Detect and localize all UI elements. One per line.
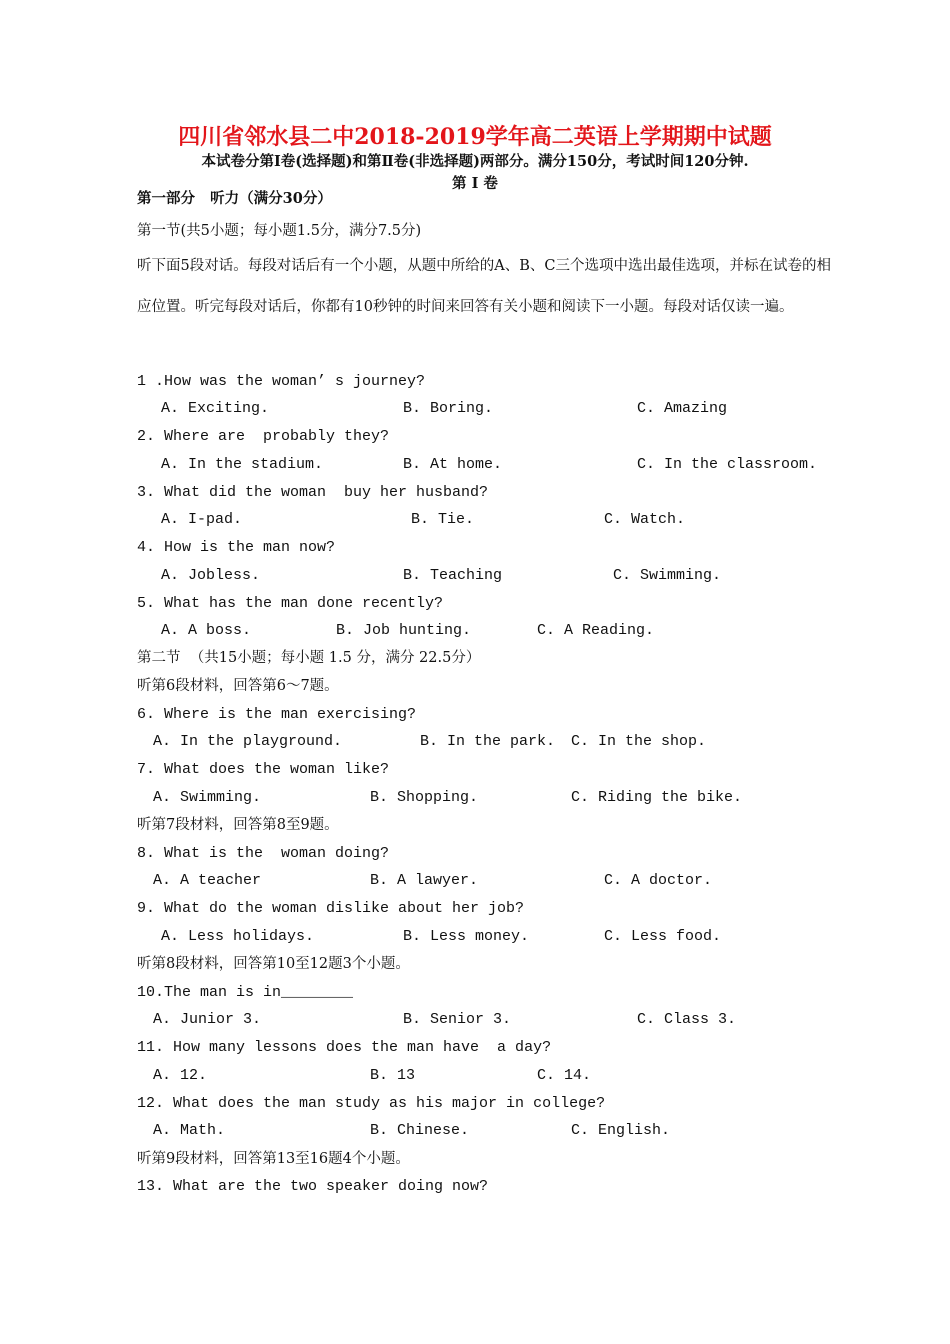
material-9-note: 听第9段材料，回答第13至16题4个小题。 (137, 1151, 410, 1167)
option-12b: B. Chinese. (370, 1122, 470, 1139)
option-10a: A. Junior 3. (153, 1011, 262, 1028)
option-11a: A. 12. (153, 1067, 208, 1084)
question-5: 5. What has the man done recently? (137, 595, 444, 612)
option-6a: A. In the playground. (153, 733, 343, 750)
exam-subtitle: 本试卷分第Ⅰ卷(选择题)和第Ⅱ卷(非选择题)两部分。满分150分，考试时间120分钟. (201, 153, 749, 170)
option-5c: C. A Reading. (537, 622, 655, 639)
question-1: 1 .How was the woman’ s journey? (137, 373, 426, 390)
question-6: 6. Where is the man exercising? (137, 706, 417, 723)
option-12a: A. Math. (153, 1122, 226, 1139)
option-1b: B. Boring. (403, 400, 494, 417)
option-11b: B. 13 (370, 1067, 416, 1084)
option-4b: B. Teaching (403, 567, 503, 584)
option-8a: A. A teacher (153, 872, 262, 889)
page-title: 四川省邻水县二中2018-2019学年高二英语上学期期中试题 (178, 124, 772, 150)
section1-instructions: 听下面5段对话。每段对话后有一个小题，从题中所给的A、B、C三个选项中选出最佳选项，并标在试卷的相应位置。听完每段对话后，你都有10秒钟的时间来回答有关小题和阅读下一小题。每段对话仅读一遍。 (137, 258, 831, 315)
question-8: 8. What is the woman doing? (137, 845, 390, 862)
question-10: 10.The man is in________ (137, 984, 354, 1001)
option-5a: A. A boss. (161, 622, 252, 639)
material-7-note: 听第7段材料，回答第8至9题。 (137, 817, 339, 833)
option-2b: B. At home. (403, 456, 503, 473)
option-7c: C. Riding the bike. (571, 789, 743, 806)
option-7b: B. Shopping. (370, 789, 479, 806)
option-2a: A. In the stadium. (161, 456, 324, 473)
question-11: 11. How many lessons does the man have a day? (137, 1039, 552, 1056)
option-3c: C. Watch. (604, 511, 686, 528)
option-12c: C. English. (571, 1122, 671, 1139)
question-12: 12. What does the man study as his major in college? (137, 1095, 606, 1112)
option-1c: C. Amazing (637, 400, 728, 417)
volume-heading: 第 Ⅰ 卷 (452, 175, 498, 192)
part1-heading: 第一部分 听力（满分30分） (137, 190, 332, 207)
option-8b: B. A lawyer. (370, 872, 479, 889)
option-3a: A. I-pad. (161, 511, 243, 528)
question-7: 7. What does the woman like? (137, 761, 390, 778)
question-9: 9. What do the woman dislike about her job? (137, 900, 525, 917)
option-9a: A. Less holidays. (161, 928, 315, 945)
option-6c: C. In the shop. (571, 733, 707, 750)
option-1a: A. Exciting. (161, 400, 270, 417)
option-4a: A. Jobless. (161, 567, 261, 584)
option-8c: C. A doctor. (604, 872, 713, 889)
option-9b: B. Less money. (403, 928, 530, 945)
question-2: 2. Where are probably they? (137, 428, 390, 445)
question-13: 13. What are the two speaker doing now? (137, 1178, 489, 1195)
option-10b: B. Senior 3. (403, 1011, 512, 1028)
section2-heading: 第二节 （共15小题；每小题 1.5 分，满分 22.5分） (137, 650, 481, 666)
option-9c: C. Less food. (604, 928, 722, 945)
option-2c: C. In the classroom. (637, 456, 818, 473)
option-3b: B. Tie. (411, 511, 475, 528)
material-6-note: 听第6段材料，回答第6～7题。 (137, 678, 339, 694)
section1-heading: 第一节(共5小题；每小题1.5分，满分7.5分) (137, 223, 422, 239)
question-4: 4. How is the man now? (137, 539, 336, 556)
question-3: 3. What did the woman buy her husband? (137, 484, 489, 501)
option-5b: B. Job hunting. (336, 622, 472, 639)
option-7a: A. Swimming. (153, 789, 262, 806)
option-11c: C. 14. (537, 1067, 592, 1084)
material-8-note: 听第8段材料，回答第10至12题3个小题。 (137, 956, 410, 972)
option-4c: C. Swimming. (613, 567, 722, 584)
option-6b: B. In the park. (420, 733, 556, 750)
option-10c: C. Class 3. (637, 1011, 737, 1028)
